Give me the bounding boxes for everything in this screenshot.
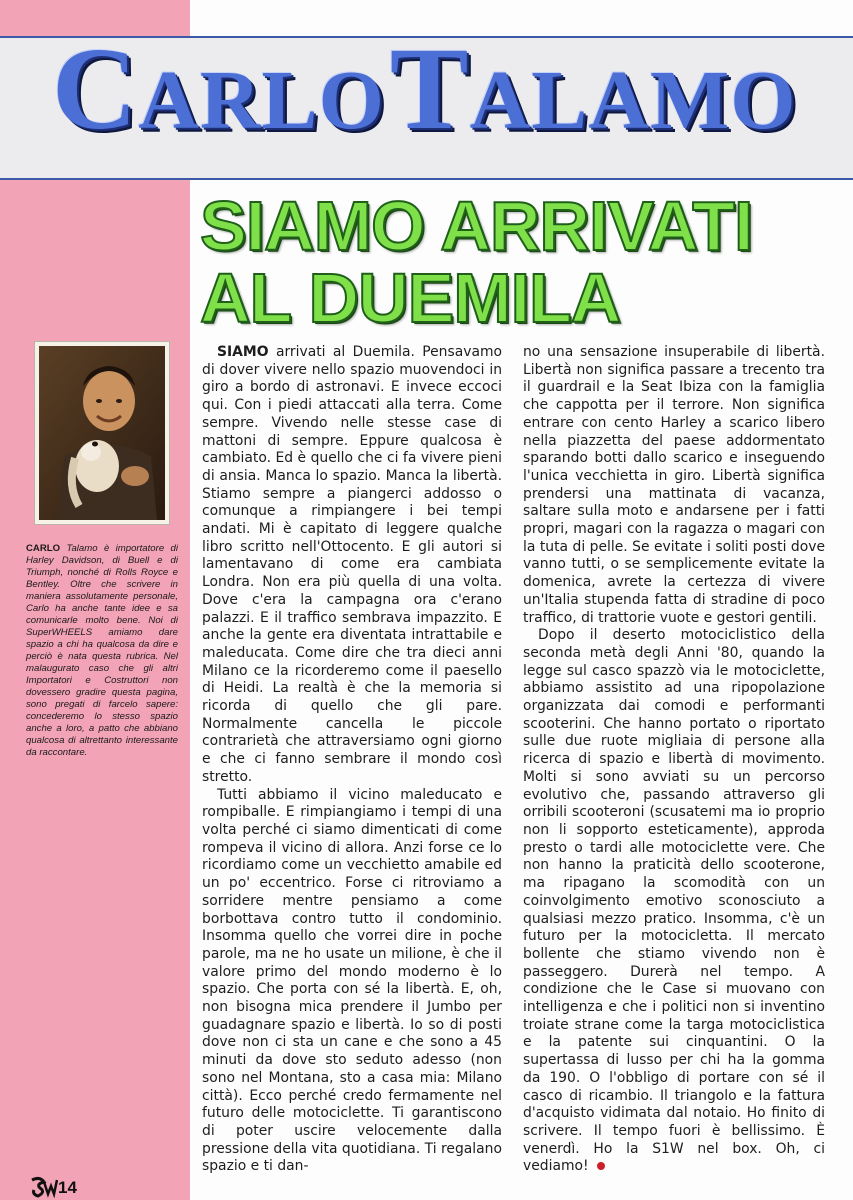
article-paragraph: Tutti abbiamo il vicino maleducato e rompiballe. E rimpiangiamo i tempi di una volta perché ci siamo dimenticati di come rompeva il vicino di allora. Anzi forse ce lo ricordiamo come un vecchietto amabile ed un po' eccentrico. Forse ci ritroviamo a sorridere mentre pensiamo a come borbottava contro tutto il condominio. Insomma quello che vorrei dire in poche parole, ma ne ho usate un milione, è che il valore primo del mondo moderno è lo spazio. Che porta con sé la libertà. E, oh, non bisogna mica prendere il Jumbo per guadagnare spazio e libertà. Io so di posti dove non ci sta un cane e che sono a 45 minuti da dove sto seduto adesso (non sono nel Montana, sto a casa mia: Milano città). Ecco perché credo fermamente nel futuro delle motociclette. Ti garantiscono di poter uscire velocemente dalla pressione della vita quotidiana. Ti regalano spazio e ti dan- xyxy=(202,786,502,1175)
article-headline xyxy=(200,187,850,337)
author-photo xyxy=(35,342,169,524)
caption-lead: CARLO xyxy=(26,543,61,554)
superwheels-logo-icon xyxy=(30,1176,58,1198)
caption-text: Talamo è importatore di Harley Davidson, di Buell e di Triumph, nonché di Rolls Royce e Bentley. Oltre che scrivere in maniera assolutamente personale, Carlo ha anche tante idee e sa comunicarle molto bene. Noi di SuperWHEELS amiamo dare spazio a chi ha qualcosa da dire e perciò è nata questa rubrica. Nel malaugurato caso che gli altri Importatori e Costruttori non dovessero gradire questa pagina, sono pregati di farcelo sapere: concederemo lo stesso spazio anche a loro, a patto che abbiano qualcosa di altrettanto interessante da raccontare. xyxy=(26,543,178,758)
article-column-1 xyxy=(202,344,502,1176)
author-bio-caption xyxy=(26,543,178,759)
article-paragraph: SIAMO arrivati al Duemila. Pensavamo di dover vivere nello spazio muovendoci in giro a bordo di astronavi. E invece eccoci qui. Con i piedi attaccati alla terra. Come sempre. Vivendo nelle stesse case di mattoni di sempre. Eppure qualcosa è cambiato. Ed è quello che ci fa vivere pieni di ansia. Manca lo spazio. Manca la libertà. Stiamo sempre a piangerci addosso o comunque a rimpiangere i bei tempi andati. Mi è capitato di leggere qualche libro scritto nell'Ottocento. E gli autori si lamentavano di come era cambiata Londra. Non era più quella di una volta. Dove c'era la campagna ora c'erano palazzi. E il traffico sembrava impazzito. E anche la gente era diventata intrattabile e maleducata. Come dire che tra dieci anni Milano ce la ricorderemo come il paesello di Heidi. La realtà è che la memoria si ricorda di quello che gli pare. Normalmente cancella le piccole contrarietà che attraversiamo ogni giorno e che ci fanno sembrare il mondo così stretto. xyxy=(202,344,502,785)
article-lead-word: SIAMO xyxy=(217,344,269,360)
article-paragraph: no una sensazione insuperabile di libertà. Libertà non significa passare a trecento tra il guardrail e la Seat Ibiza con la famiglia che cappotta per il terrore. Non significa entrare con cento Harley a scarico libero nella piazzetta del paese addormentato sparando botti dallo scarico e inseguendo l'unica vecchietta in giro. Libertà significa prendersi una mattinata di vacanza, saltare sulla moto e andarsene per i fatti propri, magari con la ragazza o magari con la tuta di pelle. Se evitate i soliti posti dove vanno tutti, o se semplicemente evitate la domenica, avrete la certezza di vivere un'Italia stupenda fatta di stradine di poco traffico, di trattorie vuote e gestori gentili. xyxy=(523,344,825,626)
article-column-2 xyxy=(523,344,825,1176)
headline-line-1: SIAMO ARRIVATI xyxy=(200,187,753,265)
bottom-rule xyxy=(0,178,853,180)
end-of-article-dot xyxy=(597,1162,605,1170)
article-paragraph: Dopo il deserto motociclistico della seconda metà degli Anni '80, quando la legge sul casco spazzò via le motociclette, abbiamo assistito ad una ripopolazione organizzata dai comodi e performanti scooterini. Che hanno portato o riportato sulle due ruote migliaia di persone alla ricerca di spazio e libertà di movimento. Molti si sono avviati su un percorso evolutivo che, passando attraverso gli orribili scooteroni (scusatemi ma io proprio non li sopporto esteticamente), approda presto o tardi alle motociclette vere. Che non hanno la praticità dello scooterone, ma ripagano la scomodità con un coinvolgimento emotivo sconosciuto a qualsiasi mezzo pratico. Insomma, c'è un futuro per la motocicletta. Il mercato bollente che stiamo vivendo non è passeggero. Durerà nel tempo. A condizione che le Case si muovano con intelligenza e che i politici non si inventino troiate strane come la targa motociclistica e la patente sui cinquantini. O la supertassa di lusso per chi ha la gomma da 190. O l'obbligo di portare con sé il casco di ricambio. Il triangolo e la fattura d'acquisto vidimata dal notaio. Ho finito di scrivere. Il tempo fuori è bellissimo. È venerdì. Ho la S1W nel box. Oh, ci vediamo! xyxy=(523,627,825,1175)
author-name-title: CARLO TALAMO xyxy=(52,23,797,154)
headline-line-2: AL DUEMILA xyxy=(200,259,621,337)
page-number: 14 xyxy=(58,1178,77,1197)
